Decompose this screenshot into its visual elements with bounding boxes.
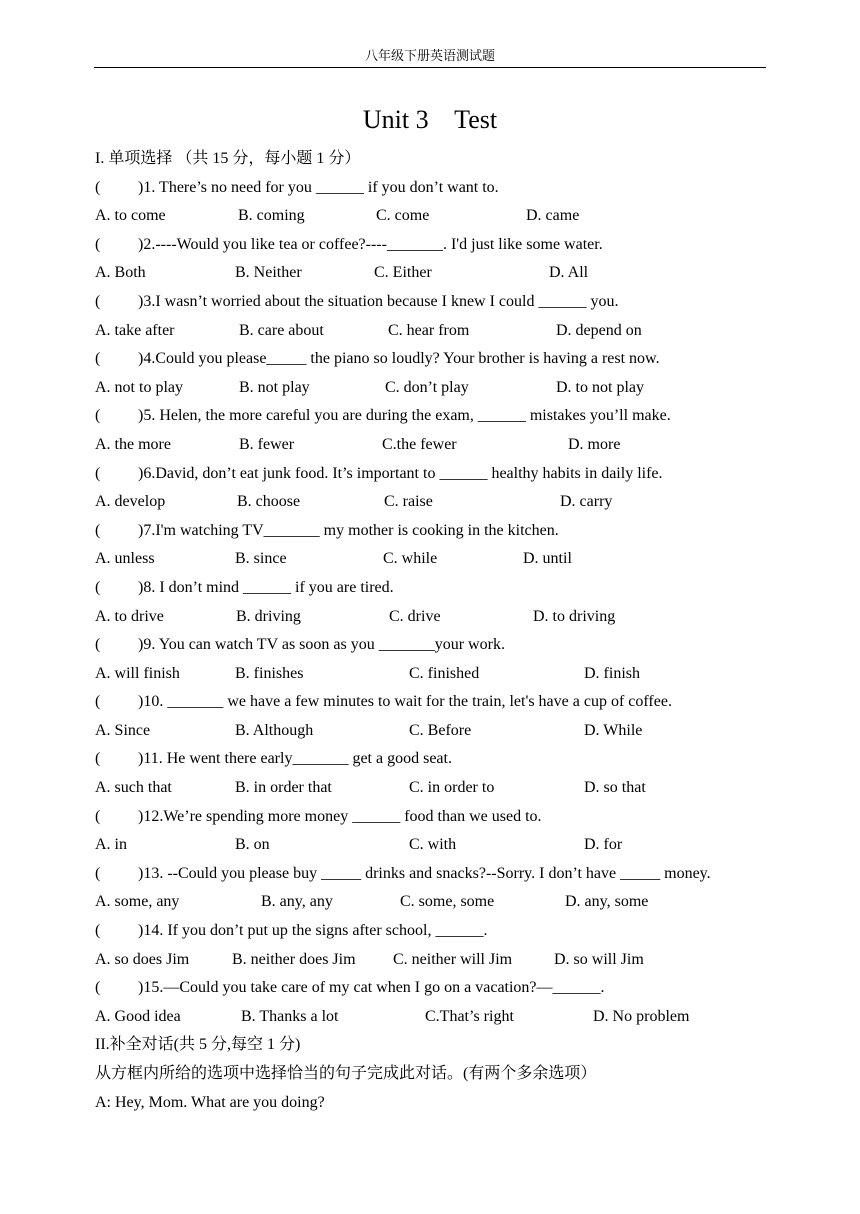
answer-paren: ( [95, 922, 101, 940]
question-row [95, 745, 775, 774]
question-row [95, 974, 775, 1003]
option-b: B. on [235, 836, 270, 854]
option-d: D. so that [584, 779, 646, 797]
answer-paren: ( [95, 292, 101, 310]
options-row [95, 317, 775, 346]
test-content [95, 145, 775, 1117]
option-c: C. raise [384, 493, 433, 511]
question-row [95, 288, 775, 317]
question-stem: )12.We’re spending more money ______ food than we used to. [138, 807, 542, 825]
question-row [95, 688, 775, 717]
question-row [95, 631, 775, 660]
option-d: D. depend on [556, 321, 642, 339]
answer-paren: ( [95, 407, 101, 425]
option-d: D. finish [584, 664, 640, 682]
option-c: C. come [376, 207, 430, 225]
option-b: B. neither does Jim [232, 950, 356, 968]
option-a: A. to come [95, 207, 166, 225]
section-heading-text: I. 单项选择 （共 15 分，每小题 1 分） [95, 150, 361, 167]
options-row [95, 603, 775, 632]
answer-paren: ( [95, 350, 101, 368]
question-stem: )6.David, don’t eat junk food. It’s important to ______ healthy habits in daily life. [138, 464, 663, 482]
options-row [95, 774, 775, 803]
instruction-text: 从方框内所给的选项中选择恰当的句子完成此对话。(有两个多余选项） [95, 1065, 597, 1082]
option-b: B. choose [237, 493, 301, 511]
section-2-heading [95, 1031, 775, 1060]
option-d: D. came [526, 207, 580, 225]
option-b: B. Neither [235, 264, 302, 282]
option-b: B. fewer [239, 435, 295, 453]
option-b: B. coming [238, 207, 305, 225]
question-stem: )7.I'm watching TV_______ my mother is cooking in the kitchen. [138, 521, 559, 539]
option-b: B. not play [239, 378, 310, 396]
options-row [95, 888, 775, 917]
option-a: A. not to play [95, 378, 183, 396]
options-row [95, 1003, 775, 1032]
option-b: B. Thanks a lot [241, 1007, 339, 1025]
dialogue-text: A: Hey, Mom. What are you doing? [95, 1093, 325, 1111]
question-row [95, 803, 775, 832]
dialogue-line [95, 1089, 775, 1118]
option-b: B. in order that [235, 779, 332, 797]
question-row [95, 574, 775, 603]
option-b: B. any, any [261, 893, 333, 911]
option-c: C. while [383, 550, 438, 568]
option-c: C. drive [389, 607, 441, 625]
question-stem: )4.Could you please_____ the piano so loudly? Your brother is having a rest now. [138, 350, 660, 368]
answer-paren: ( [95, 979, 101, 997]
page-title: Unit 3 Test [362, 105, 498, 134]
option-d: D. so will Jim [554, 950, 644, 968]
options-row [95, 660, 775, 689]
option-d: D. While [584, 721, 643, 739]
question-row [95, 860, 775, 889]
header-rule [94, 67, 766, 68]
option-d: D. to not play [556, 378, 644, 396]
option-a: A. Good idea [95, 1007, 181, 1025]
section-2-instruction [95, 1060, 775, 1089]
option-b: B. Although [235, 721, 314, 739]
option-d: D. carry [560, 493, 613, 511]
option-a: A. some, any [95, 893, 180, 911]
question-stem: )8. I don’t mind ______ if you are tired. [138, 578, 394, 596]
answer-paren: ( [95, 521, 101, 539]
answer-paren: ( [95, 178, 101, 196]
question-row [95, 460, 775, 489]
option-d: D. No problem [593, 1007, 690, 1025]
section-heading-text: II.补全对话(共 5 分,每空 1 分) [95, 1036, 301, 1054]
options-row [95, 259, 775, 288]
option-c: C. with [409, 836, 457, 854]
section-1-heading [95, 145, 775, 174]
option-c: C. don’t play [385, 378, 469, 396]
answer-paren: ( [95, 235, 101, 253]
option-c: C. neither will Jim [393, 950, 513, 968]
option-a: A. will finish [95, 664, 180, 682]
question-row [95, 517, 775, 546]
option-d: D. more [568, 435, 621, 453]
option-b: B. driving [236, 607, 301, 625]
options-row [95, 202, 775, 231]
question-row [95, 402, 775, 431]
options-row [95, 488, 775, 517]
option-d: D. to driving [533, 607, 616, 625]
option-d: D. until [523, 550, 572, 568]
option-d: D. for [584, 836, 623, 854]
option-b: B. care about [239, 321, 324, 339]
option-a: A. so does Jim [95, 950, 190, 968]
question-stem: )11. He went there early_______ get a good seat. [138, 750, 452, 768]
question-stem: )15.—Could you take care of my cat when I go on a vacation?—______. [138, 979, 605, 997]
question-row [95, 345, 775, 374]
option-d: D. any, some [565, 893, 649, 911]
option-a: A. take after [95, 321, 175, 339]
option-c: C. Before [409, 721, 472, 739]
option-a: A. Both [95, 264, 146, 282]
question-stem: )2.----Would you like tea or coffee?----_______. I'd just like some water. [138, 235, 603, 253]
options-row [95, 545, 775, 574]
question-stem: )9. You can watch TV as soon as you _______your work. [138, 636, 505, 654]
option-a: A. unless [95, 550, 155, 568]
question-stem: )13. --Could you please buy _____ drinks and snacks?--Sorry. I don’t have _____ money. [138, 864, 711, 882]
answer-paren: ( [95, 464, 101, 482]
option-c: C.That’s right [425, 1007, 514, 1025]
option-c: C. finished [409, 664, 480, 682]
option-a: A. in [95, 836, 127, 854]
answer-paren: ( [95, 750, 101, 768]
options-row [95, 431, 775, 460]
option-b: B. finishes [235, 664, 304, 682]
answer-paren: ( [95, 636, 101, 654]
answer-paren: ( [95, 578, 101, 596]
option-a: A. such that [95, 779, 172, 797]
option-c: C. in order to [409, 779, 495, 797]
running-header: 八年级下册英语测试题 [364, 48, 495, 63]
question-row [95, 917, 775, 946]
answer-paren: ( [95, 864, 101, 882]
option-a: A. to drive [95, 607, 164, 625]
options-row [95, 946, 775, 975]
option-a: A. the more [95, 435, 171, 453]
question-row [95, 231, 775, 260]
question-stem: )10. _______ we have a few minutes to wait for the train, let's have a cup of coffee. [138, 693, 672, 711]
options-row [95, 831, 775, 860]
option-c: C. some, some [400, 893, 495, 911]
question-stem: )5. Helen, the more careful you are during the exam, ______ mistakes you’ll make. [138, 407, 671, 425]
question-stem: )3.I wasn’t worried about the situation because I knew I could ______ you. [138, 292, 619, 310]
options-row [95, 717, 775, 746]
option-b: B. since [235, 550, 287, 568]
options-row [95, 374, 775, 403]
option-d: D. All [549, 264, 589, 282]
answer-paren: ( [95, 807, 101, 825]
option-c: C.the fewer [382, 435, 457, 453]
answer-paren: ( [95, 693, 101, 711]
option-c: C. Either [374, 264, 432, 282]
question-stem: )14. If you don’t put up the signs after school, ______. [138, 922, 488, 940]
option-a: A. develop [95, 493, 166, 511]
question-stem: )1. There’s no need for you ______ if you don’t want to. [138, 178, 499, 196]
question-row [95, 174, 775, 203]
option-a: A. Since [95, 721, 151, 739]
option-c: C. hear from [388, 321, 470, 339]
